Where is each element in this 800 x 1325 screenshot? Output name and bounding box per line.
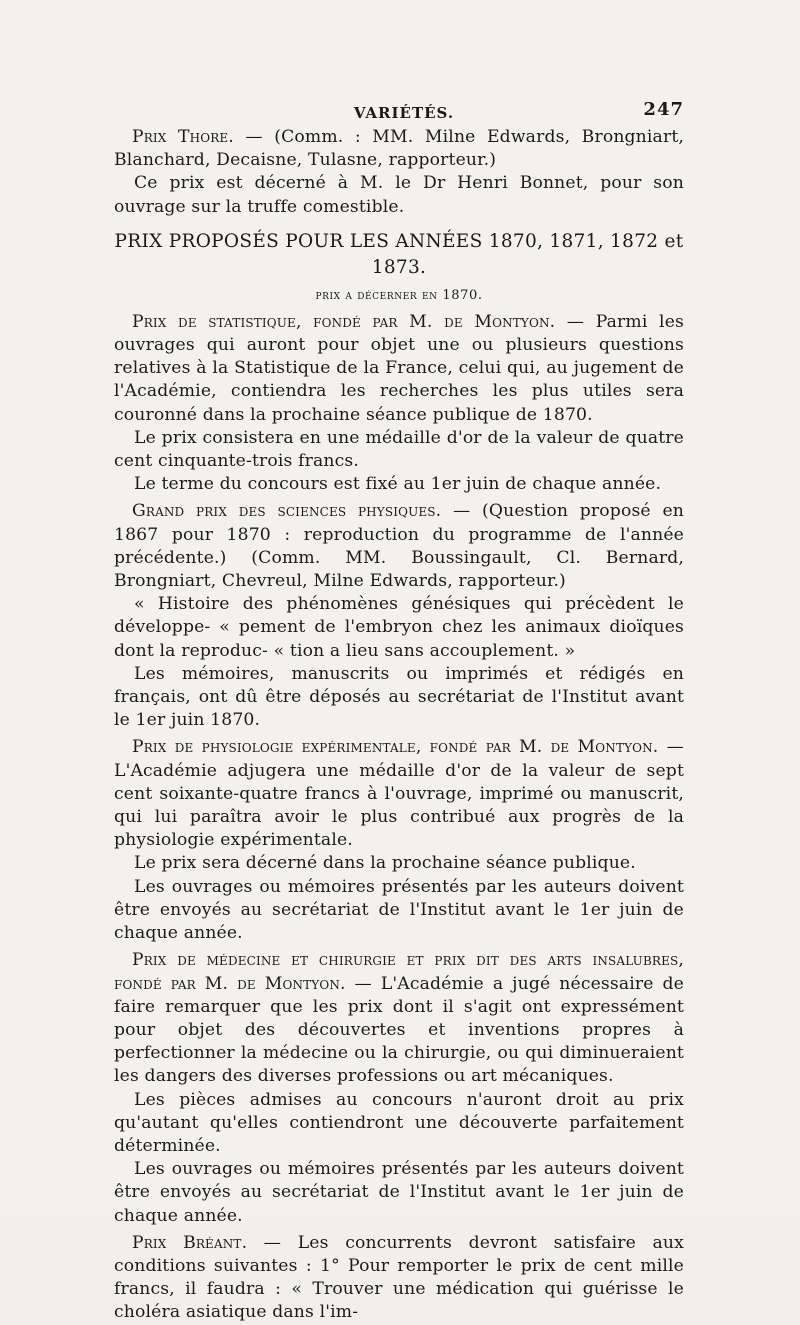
paragraph-text: — Les concurrents devront satisfaire aux conditions suivantes : 1° Pour remporter le prix de cent mille francs, il faudra : « Trouver une médication qui guérisse le choléra asiatique dans l'im- bbox=[114, 1232, 684, 1323]
page-number: 247 bbox=[643, 99, 684, 120]
paragraph: Les mémoires, manuscrits ou imprimés et rédigés en français, ont dû être déposés au secrétariat de l'Institut avant le 1er juin 1870. bbox=[114, 663, 684, 731]
paragraph-text: — Parmi les ouvrages qui auront pour objet une ou plusieurs questions relatives à la Statistique de la France, celui qui, au jugement de l'Académie, contiendra les recherches les plus utiles sera couronné dans la prochaine séance publique de 1870. bbox=[114, 311, 684, 425]
paragraph-prix-thore bbox=[114, 126, 684, 172]
prize-name: Prix de statistique, fondé par M. de Montyon. bbox=[132, 311, 556, 332]
paragraph-prix-medecine bbox=[114, 949, 684, 1088]
paragraph-text: — (Comm. : MM. Milne Edwards, Brongniart, Blanchard, Decaisne, Tulasne, rapporteur.) bbox=[114, 127, 684, 171]
running-title: VARIÉTÉS. bbox=[353, 104, 455, 122]
prize-name: Grand prix des sciences physiques. bbox=[132, 501, 442, 522]
paragraph: Le terme du concours est fixé au 1er juin de chaque année. bbox=[134, 474, 662, 495]
quotation: « Histoire des phénomènes génésiques qui précèdent le développe- « pement de l'embryon chez les animaux dioïques dont la reproduc- « tion a lieu sans accouplement. » bbox=[114, 594, 684, 661]
running-head bbox=[114, 96, 684, 126]
prize-name: Prix de physiologie expérimentale, fondé par M. de Montyon. bbox=[132, 737, 659, 758]
section-title: PRIX PROPOSÉS POUR LES ANNÉES 1870, 1871, 1872 et 1873. bbox=[114, 230, 684, 278]
paragraph-text: — L'Académie adjugera une médaille d'or de la valeur de sept cent soixante-quatre francs à l'ouvrage, imprimé ou manuscrit, qui lui paraîtra avoir le plus contribué aux progrès de la physiologie expérimentale. bbox=[114, 737, 684, 851]
paragraph-prix-physiologie bbox=[114, 736, 684, 852]
paragraph-prix-statistique bbox=[114, 311, 684, 427]
prize-name: Prix Bréant. bbox=[132, 1232, 248, 1253]
paragraph-prix-breant bbox=[114, 1232, 684, 1325]
prize-name: Prix Thore. bbox=[132, 127, 234, 147]
prize-name: Prix de médecine et chirurgie et prix dit des arts insalubres, fondé par M. de Montyon. bbox=[114, 950, 684, 994]
paragraph: Ce prix est décerné à M. le Dr Henri Bonnet, pour son ouvrage sur la truffe comestible. bbox=[114, 173, 684, 217]
section-subtitle: prix a décerner en 1870. bbox=[315, 287, 483, 303]
page-text bbox=[114, 96, 684, 1325]
paragraph: Le prix consistera en une médaille d'or de la valeur de quatre cent cinquante-trois francs. bbox=[114, 427, 684, 472]
paragraph: Les ouvrages ou mémoires présentés par les auteurs doivent être envoyés au secrétariat de l'Institut avant le 1er juin de chaque année. bbox=[114, 876, 684, 944]
paragraph: Les ouvrages ou mémoires présentés par les auteurs doivent être envoyés au secrétariat de l'Institut avant le 1er juin de chaque année. bbox=[114, 1159, 684, 1226]
paragraph: Le prix sera décerné dans la prochaine séance publique. bbox=[134, 853, 636, 874]
paragraph-text: — (Question proposé en 1867 pour 1870 : reproduction du programme de l'année précédente.) (Comm. MM. Boussingault, Cl. Bernard, Brongniart, Chevreul, Milne Edwards, rapporteur.) bbox=[114, 501, 684, 592]
paragraph: Les pièces admises au concours n'auront droit au prix qu'autant qu'elles contiendront une découverte parfaitement déterminée. bbox=[114, 1089, 684, 1156]
paragraph-text: — L'Académie a jugé nécessaire de faire remarquer que les prix dont il s'agit ont expressément pour objet des découvertes et inventions propres à perfectionner la médecine ou la chirurgie, ou qui diminueraient les dangers des diverses professions ou art mécaniques. bbox=[114, 973, 684, 1087]
paragraph-grand-prix bbox=[114, 500, 684, 593]
